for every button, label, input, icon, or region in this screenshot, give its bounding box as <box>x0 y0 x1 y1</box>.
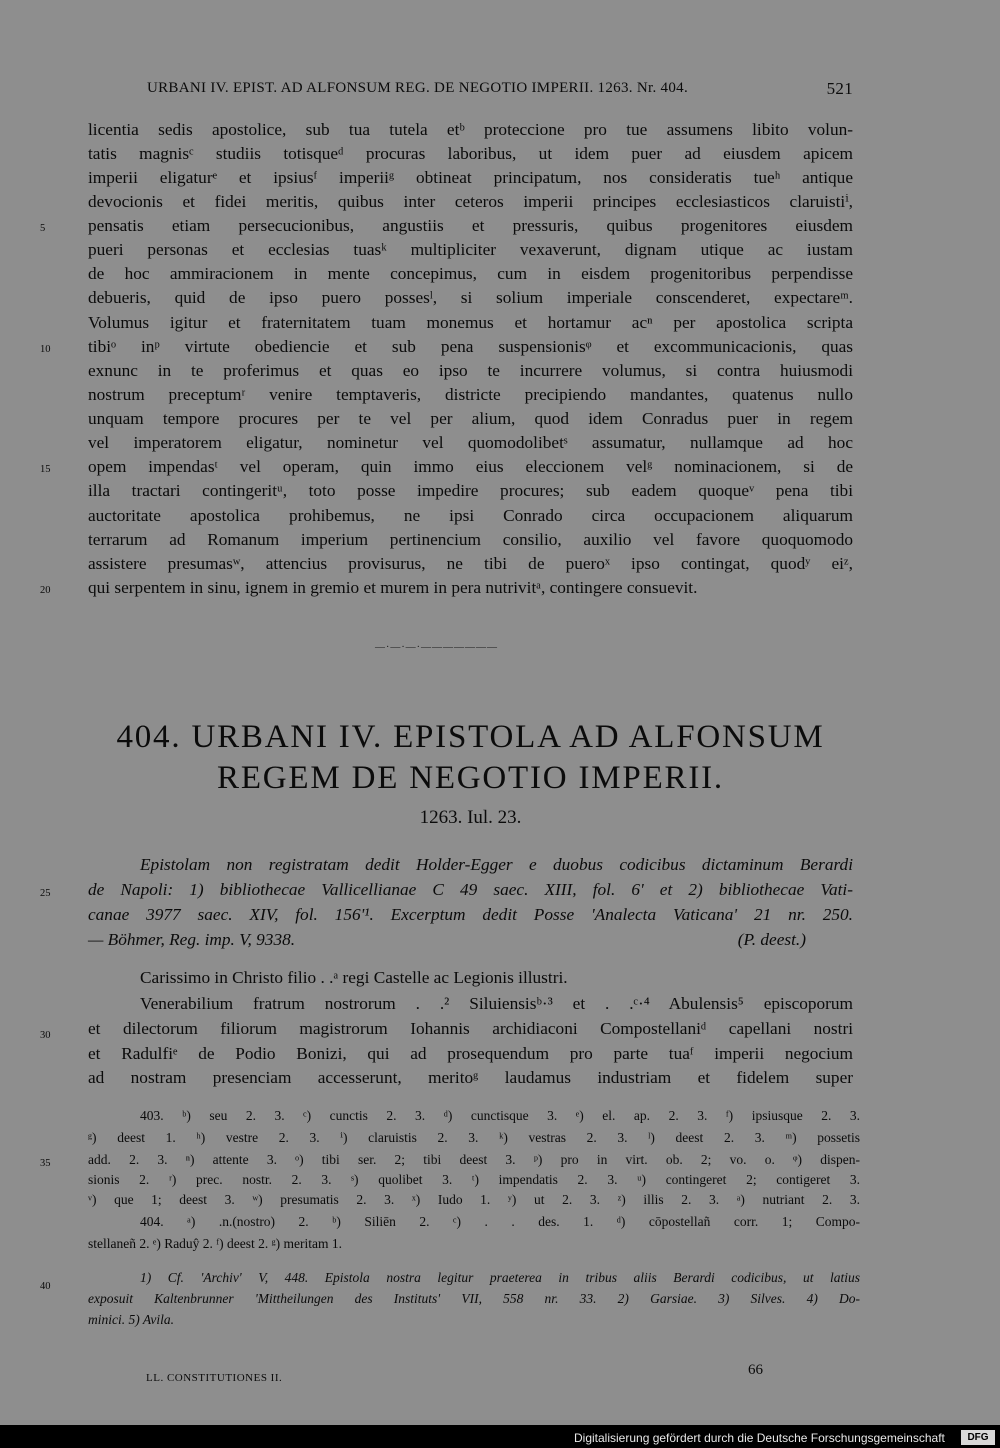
apparatus-line: sionis 2. ʳ) prec. nostr. 2. 3. ˢ) quolibet 3. ᵗ) impendatis 2. 3. ᵘ) contingeret 2; contigeret 3. <box>88 1172 860 1187</box>
apparatus-line: ᵛ) que 1; deest 3. ʷ) presumatis 2. 3. ˣ) Iudo 1. ʸ) ut 2. 3. ᶻ) illis 2. 3. ᵃ) nutriant 2. 3. <box>88 1192 860 1207</box>
line-number: 35 <box>40 1158 51 1169</box>
apparatus-line: stellaneñ 2. ᵉ) Raduŷ 2. ᶠ) deest 2. ᵍ) meritam 1. <box>88 1236 343 1251</box>
line-number: 25 <box>40 888 51 899</box>
line-number: 30 <box>40 1030 51 1041</box>
intro-line <box>88 930 853 950</box>
intro-line: canae 3977 saec. XIV, fol. 156'¹. Excerptum dedit Posse 'Analecta Vaticana' 21 nr. 250. <box>88 905 853 924</box>
sheet-number: 66 <box>748 1362 763 1378</box>
text-line: imperii eligaturᵉ et ipsiusᶠ imperiiᵍ obtineat principatum, nos consideratis tueʰ antique <box>88 168 853 187</box>
text-line: Venerabilium fratrum nostrorum . .² Siluiensisᵇ·³ et . .ᶜ·⁴ Abulensis⁵ episcoporum <box>140 994 853 1013</box>
document-title-line2: REGEM DE NEGOTIO IMPERII. <box>217 760 724 796</box>
text-line: opem impendasᵗ vel operam, quin immo eius eleccionem velᵍ nominacionem, si de <box>88 457 853 476</box>
text-line: assistere presumasʷ, attencius provisurus, ne tibi de pueroˣ ipso contingat, quodʸ eiᶻ, <box>88 554 853 573</box>
footnote-line: minici. 5) Avila. <box>88 1312 174 1327</box>
intro-text: — Böhmer, Reg. imp. V, 9338. <box>88 930 296 949</box>
text-line: vel imperatorem eligatur, nominetur vel quomodolibetˢ assumatur, nullamque ad hoc <box>88 433 853 452</box>
text-line: auctoritate apostolica prohibemus, ne ipsi Conrado circa occupacionem aliquarum <box>88 506 853 525</box>
running-header <box>147 80 853 97</box>
intro-note: (P. deest.) <box>737 930 806 949</box>
text-line: terrarum ad Romanum imperium pertinencium consilio, auxilio vel favore quoquomodo <box>88 530 853 549</box>
text-line: pensatis etiam persecucionibus, angustiis et pressuris, quibus progenitores eiusdem <box>88 216 853 235</box>
page-number: 521 <box>826 79 853 98</box>
text-line: licentia sedis apostolice, sub tua tutela etᵇ proteccione pro tue assumens libito volun- <box>88 120 853 139</box>
running-title: URBANI IV. EPIST. AD ALFONSUM REG. DE NEGOTIO IMPERII. 1263. Nr. 404. <box>147 80 688 96</box>
document-date: 1263. Iul. 23. <box>419 807 522 828</box>
line-number: 15 <box>40 464 51 475</box>
text-line: de hoc ammiracionem in mente concepimus, cum in eisdem progenitoribus perpendisse <box>88 264 853 283</box>
section-separator: —·—·—·——————— <box>375 642 498 653</box>
address-line: Carissimo in Christo filio . .ᵃ regi Castelle ac Legionis illustri. <box>140 968 568 987</box>
text-line: debueris, quid de ipso puero possesˡ, si solium imperiale conscenderet, expectareᵐ. <box>88 288 853 307</box>
sheet-signature: LL. CONSTITUTIONES II. <box>146 1372 283 1384</box>
apparatus-line: 404. ᵃ) .n.(nostro) 2. ᵇ) Siliēn 2. ᶜ) . . des. 1. ᵈ) cōpostellañ corr. 1; Compo- <box>140 1214 860 1229</box>
intro-line: Epistolam non registratam dedit Holder-Egger e duobus codicibus dictaminum Berardi <box>140 855 853 874</box>
text-line: tatis magnisᶜ studiis totisqueᵈ procuras laboribus, ut idem puer ad eiusdem apicem <box>88 144 853 163</box>
text-line: illa tractari contingeritᵘ, toto posse impedire procures; sub eadem quoqueᵛ pena tibi <box>88 481 853 500</box>
dfg-logo: DFG <box>961 1430 995 1445</box>
intro-line: de Napoli: 1) bibliothecae Vallicellianae C 49 saec. XIII, fol. 6' et 2) bibliothecae Vati- <box>88 880 853 899</box>
line-number: 5 <box>40 223 46 234</box>
digitization-credit: Digitalisierung gefördert durch die Deutsche Forschungsgemeinschaft <box>574 1431 945 1445</box>
text-line: tibiᵒ inᵖ virtute obediencie et sub pena suspensionisᵠ et excommunicacionis, quas <box>88 337 853 356</box>
text-line: devocionis et fidei meritis, quibus inter ceteros imperii principes ecclesiasticos claruistiⁱ, <box>88 192 853 211</box>
text-line: exnunc in te proferimus et quas eo ipso te incurrere volumus, si contra huiusmodi <box>88 361 853 380</box>
footnote-line: 1) Cf. 'Archiv' V, 448. Epistola nostra legitur praeterea in tribus aliis Berardi codicibus, ut latius <box>140 1270 860 1285</box>
document-title-line1: 404. URBANI IV. EPISTOLA AD ALFONSUM <box>116 719 825 755</box>
text-line: et dilectorum filiorum magistrorum Iohannis archidiaconi Compostellaniᵈ capellani nostri <box>88 1019 853 1038</box>
text-line: unquam tempore procures per te vel per alium, quod idem Conradus puer in regem <box>88 409 853 428</box>
text-line: pueri personas et ecclesias tuasᵏ multipliciter vexaverunt, dignam utique ac iustam <box>88 240 853 259</box>
text-line: qui serpentem in sinu, ignem in gremio et murem in pera nutrivitᵃ, contingere consuevit. <box>88 578 698 597</box>
apparatus-line: add. 2. 3. ⁿ) attente 3. ᵒ) tibi ser. 2; tibi deest 3. ᵖ) pro in virt. ob. 2; vo. o. ᵠ) dispen- <box>88 1152 860 1167</box>
footnote-line: exposuit Kaltenbrunner 'Mittheilungen des Instituts' VII, 558 nr. 33. 2) Garsiae. 3) Silves. 4) Do- <box>88 1291 860 1306</box>
text-line: nostrum preceptumʳ venire temptaveris, districte precipiendo mandantes, quatenus nullo <box>88 385 853 404</box>
line-number: 10 <box>40 344 51 355</box>
apparatus-line: ᵍ) deest 1. ʰ) vestre 2. 3. ⁱ) claruistis 2. 3. ᵏ) vestras 2. 3. ˡ) deest 2. 3. ᵐ) possetis <box>88 1130 860 1145</box>
text-line: et Radulfiᵉ de Podio Bonizi, qui ad prosequendum pro parte tuaᶠ imperii negocium <box>88 1044 853 1063</box>
apparatus-line: 403. ᵇ) seu 2. 3. ᶜ) cunctis 2. 3. ᵈ) cunctisque 3. ᵉ) el. ap. 2. 3. ᶠ) ipsiusque 2. 3. <box>140 1108 860 1123</box>
text-line: Volumus igitur et fraternitatem tuam monemus et hortamur acⁿ per apostolica scripta <box>88 313 853 332</box>
line-number: 40 <box>40 1281 51 1292</box>
text-line: ad nostram presenciam accesserunt, meritoᵍ laudamus industriam et fidelem super <box>88 1068 853 1087</box>
line-number: 20 <box>40 585 51 596</box>
